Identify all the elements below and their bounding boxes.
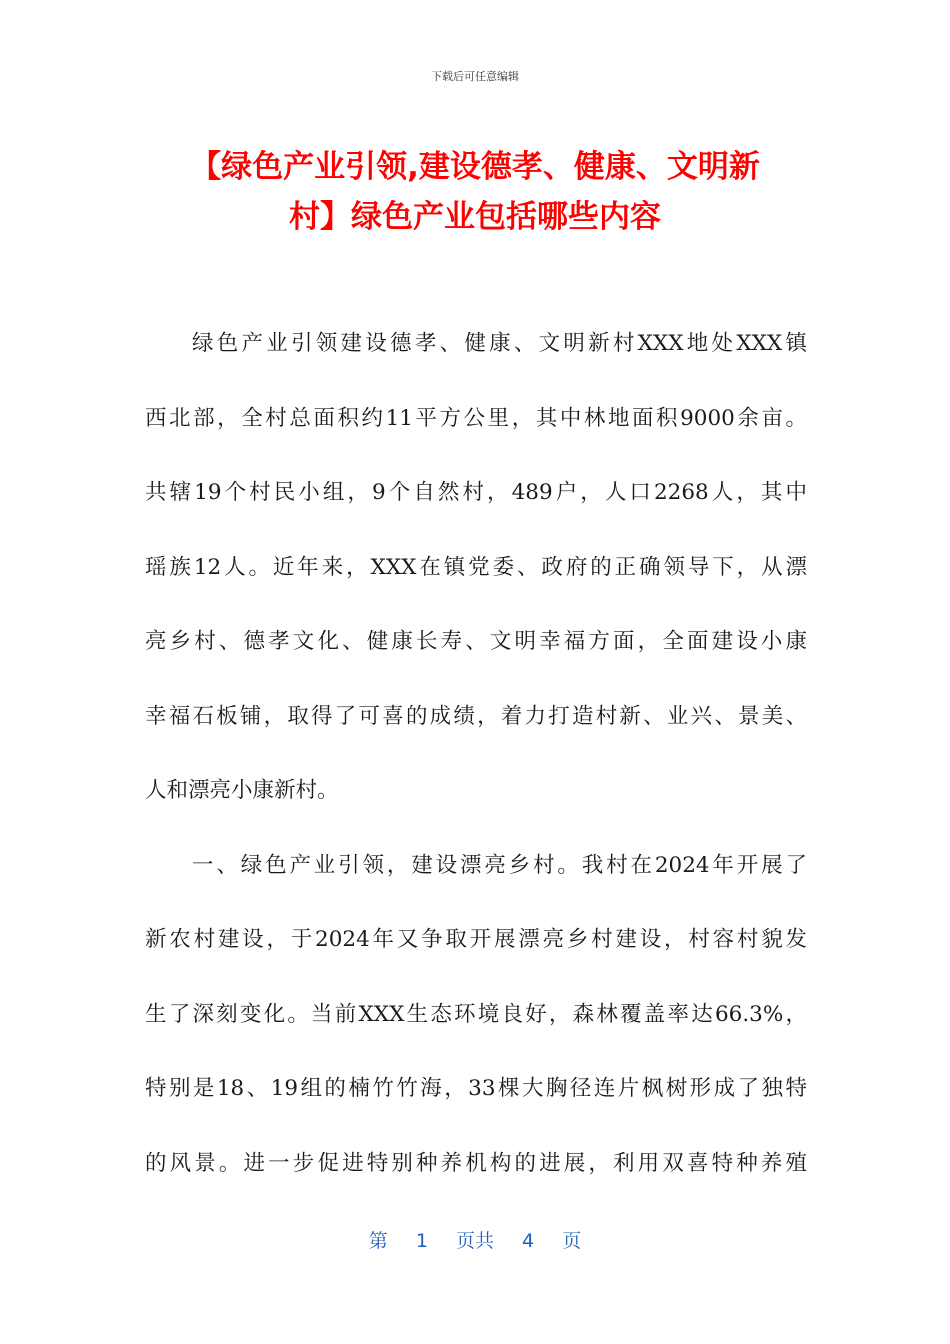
paragraph-2 bbox=[145, 840, 807, 1213]
document-body bbox=[145, 318, 807, 1212]
body-line: 绿色产业引领建设德孝、健康、文明新村XXX地处XXX镇 bbox=[192, 331, 807, 356]
document-title-line-1: 【绿色产业引领,建设德孝、健康、文明新 bbox=[190, 149, 760, 185]
footer-page-label: 页共 bbox=[455, 1230, 494, 1252]
body-line: 人和漂亮小康新村。 bbox=[145, 778, 339, 803]
body-line: 一、绿色产业引领，建设漂亮乡村。我村在2024年开展了 bbox=[192, 852, 807, 878]
body-line: 特别是18、19组的楠竹竹海，33棵大胸径连片枫树形成了独特 bbox=[145, 1076, 807, 1101]
footer-page-label: 页 bbox=[562, 1230, 582, 1252]
footer-page-label: 第 bbox=[368, 1230, 388, 1252]
body-line: 西北部，全村总面积约11平方公里，其中林地面积9000余亩。 bbox=[145, 405, 807, 431]
footer-total-pages: 4 bbox=[522, 1230, 535, 1252]
body-line: 幸福石板铺，取得了可喜的成绩，着力打造村新、业兴、景美、 bbox=[145, 703, 807, 729]
footer-current-page: 1 bbox=[415, 1230, 428, 1252]
page-footer bbox=[0, 1226, 950, 1253]
body-line: 生了深刻变化。当前XXX生态环境良好，森林覆盖率达66.3%， bbox=[145, 1001, 807, 1027]
body-line: 的风景。进一步促进特别种养机构的进展，利用双喜特种养殖 bbox=[145, 1150, 807, 1176]
document-title-line-2: 村】绿色产业包括哪些内容 bbox=[289, 199, 661, 235]
body-line: 共辖19个村民小组，9个自然村，489户，人口2268人，其中 bbox=[145, 480, 807, 505]
page-header-note: 下载后可任意编辑 bbox=[431, 70, 519, 83]
document-title bbox=[140, 142, 810, 242]
body-line: 瑶族12人。近年来，XXX在镇党委、政府的正确领导下，从漂 bbox=[145, 554, 807, 580]
body-line: 新农村建设，于2024年又争取开展漂亮乡村建设，村容村貌发 bbox=[145, 927, 807, 952]
paragraph-1 bbox=[145, 318, 807, 840]
body-line: 亮乡村、德孝文化、健康长寿、文明幸福方面，全面建设小康 bbox=[145, 629, 807, 654]
